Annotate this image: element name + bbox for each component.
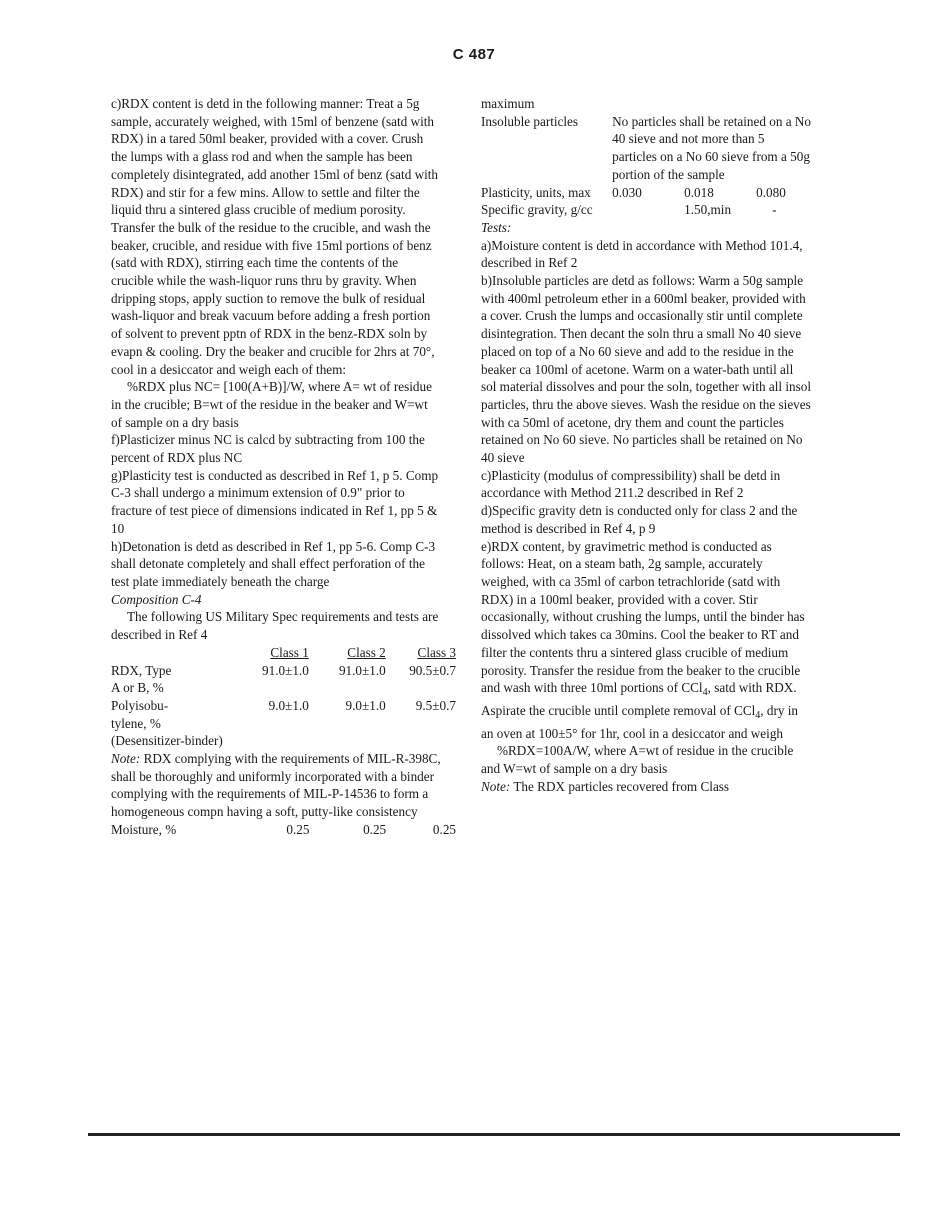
cell-value: 0.018 <box>684 184 714 200</box>
cell-value: 0.030 <box>612 184 642 200</box>
composition-heading: Composition C-4 <box>111 591 202 607</box>
class-header-row <box>111 644 456 662</box>
cell-value: 0.25 <box>363 821 387 837</box>
note-label: Note: <box>481 778 511 794</box>
class-2-header: Class 2 <box>347 644 386 660</box>
insoluble-label: Insoluble particles <box>481 113 579 129</box>
moisture-label: Moisture, % <box>111 821 177 837</box>
cell-value: - <box>772 202 777 218</box>
cell-value: 91.0±1.0 <box>338 662 386 678</box>
para-d-gravity: d)Specific gravity detn is conducted only for class 2 and the method is described in Ref 4, p 9 <box>481 503 798 536</box>
composition-intro: The following US Military Spec requirements and tests are described in Ref 4 <box>111 609 439 643</box>
table-row <box>111 662 456 697</box>
insoluble-desc: No particles shall be retained on a No 40 sieve and not more than 5 particles on a No 60 sieve from a 50g portion of the sample <box>612 113 811 182</box>
tests-heading: Tests: <box>481 219 512 235</box>
row-label-cont: A or B, % <box>111 680 164 696</box>
cell-value: 0.25 <box>432 821 456 837</box>
row-label: Polyisobu- <box>111 697 169 713</box>
desensitizer-label: (Desensitizer-binder) <box>111 733 223 749</box>
row-label-cont: tylene, % <box>111 715 161 731</box>
gravity-label: Specific gravity, g/cc <box>481 202 593 218</box>
para-a-moisture: a)Moisture content is detd in accordance with Method 101.4, described in Ref 2 <box>481 237 803 271</box>
formula-rdx: %RDX=100A/W, where A=wt of residue in the crucible and W=wt of sample on a dry basis <box>481 743 794 777</box>
table-row <box>481 113 811 184</box>
note-label: Note: <box>111 751 141 767</box>
composition-table <box>111 644 456 733</box>
moisture-table <box>111 821 456 839</box>
table-row <box>111 821 456 839</box>
right-column <box>481 95 811 795</box>
para-h-detonation: h)Detonation is detd as described in Ref 1, pp 5-6. Comp C-3 shall detonate completely and shall effect perforation of the test plate immediately beneath the charge <box>111 538 436 589</box>
table-row <box>481 201 811 219</box>
class-3-header: Class 3 <box>417 644 456 660</box>
page-number: C 487 <box>452 46 496 63</box>
table-row <box>111 697 456 732</box>
cell-value: 9.0±1.0 <box>268 697 309 713</box>
right-note <box>481 778 811 796</box>
note-text: The RDX particles recovered from Class <box>513 778 730 794</box>
requirements-table <box>481 113 811 219</box>
cell-value: 0.25 <box>286 821 310 837</box>
plasticity-label: Plasticity, units, max <box>481 184 591 200</box>
subscript: 4 <box>702 687 708 699</box>
para-f-plasticizer: f)Plasticizer minus NC is calcd by subtracting from 100 the percent of RDX plus NC <box>111 432 425 466</box>
para-g-plasticity: g)Plasticity test is conducted as described in Ref 1, p 5. Comp C-3 shall undergo a minimum extension of 0.9" prior to fracture of test piece of dimensions indicated in Ref 1, pp 5 & 10 <box>111 467 439 536</box>
row-label: RDX, Type <box>111 662 172 678</box>
para-c-plasticity: c)Plasticity (modulus of compressibility) shall be detd in accordance with Method 211.2 described in Ref 2 <box>481 467 781 501</box>
para-b-insoluble: b)Insoluble particles are detd as follows: Warm a 50g sample with 400ml petroleum ether in a 600ml beaker, provided with a cover. Crush the lumps and occasionally stir until complete disintegration. Then decant the soln thru a small No 40 sieve placed on top of a No 60 sieve and add to the residue in the beaker ca 100ml of acetone. Warm on a water-bath until all sol material dissolves and pour the soln, together with all insol particles, thru the above sieves. Wash the residue on the sieves with ca 50ml of acetone, dry them and count the particles retained on No 60 sieve. No particles shall be retained on No 40 sieve <box>481 273 812 466</box>
note-text: RDX complying with the requirements of MIL-R-398C, shall be thoroughly and uniformly incorporated with a binder complying with the requirements of MIL-P-14536 to form a homogeneous compn having a soft, putty-like consistency <box>111 751 441 820</box>
cell-value: 1.50,min <box>684 202 732 218</box>
cell-value: 9.5±0.7 <box>415 697 456 713</box>
subscript: 4 <box>755 709 761 721</box>
maximum-label: maximum <box>481 96 535 111</box>
cell-value: 91.0±1.0 <box>262 662 309 678</box>
para-e-rdx-content: e)RDX content, by gravimetric method is conducted as follows: Heat, on a steam bath, 2g sample, accurately weighed, with ca 35ml of carbon tetrachloride (satd with RDX) in a 100ml beaker, provided with a cover. Stir occasionally, without crushing the lumps, until the binder has dissolved which takes ca 30mins. Cool the beaker to RT and filter the contents thru a sintered glass crucible of medium porosity. Transfer the residue from the beaker to the crucible and wash with three 10ml portions of CCl$_4$, satd with RDX. Aspirate the crucible until complete removal of CCl$_4$, dry in an oven at 100±5° for 1hr, cool in a desiccator and weigh <box>481 538 805 741</box>
bottom-rule <box>88 1133 900 1136</box>
cell-value: 0.080 <box>756 184 786 200</box>
cell-value: 9.0±1.0 <box>345 697 386 713</box>
table-row <box>481 184 811 202</box>
class-1-header: Class 1 <box>270 644 309 660</box>
para-c-rdx-content: c)RDX content is detd in the following manner: Treat a 5g sample, accurately weighed, with 15ml of benzene (satd with RDX) in a tared 50ml beaker, provided with a cover. Crush the lumps with a glass rod and when the sample has been completely disintegrated, add another 15ml of benz (satd with RDX) and stir for a few mins. Allow to settle and filter the liquid thru a sintered glass crucible of medium porosity. Transfer the bulk of the residue to the crucible, and wash the beaker, crucible, and residue with five 15ml portions of benz (satd with RDX), stirring each time the contents of the crucible while the wash-liquor runs thru by gravity. When dripping stops, apply suction to remove the bulk of residual wash-liquor and break vacuum before adding a fresh portion of solvent to prevent pptn of RDX in the benz-RDX soln by evapn & cooling. Dry the beaker and crucible for 2hrs at 70°, cool in a desiccator and weigh each of them: <box>111 96 439 377</box>
composition-note <box>111 750 441 821</box>
left-column <box>111 95 456 839</box>
formula-rdx-plus-nc: %RDX plus NC= [100(A+B)]/W, where A= wt of residue in the crucible; B=wt of the residue in the beaker and W=wt of sample on a dry basis <box>111 379 432 430</box>
cell-value: 90.5±0.7 <box>409 662 456 678</box>
